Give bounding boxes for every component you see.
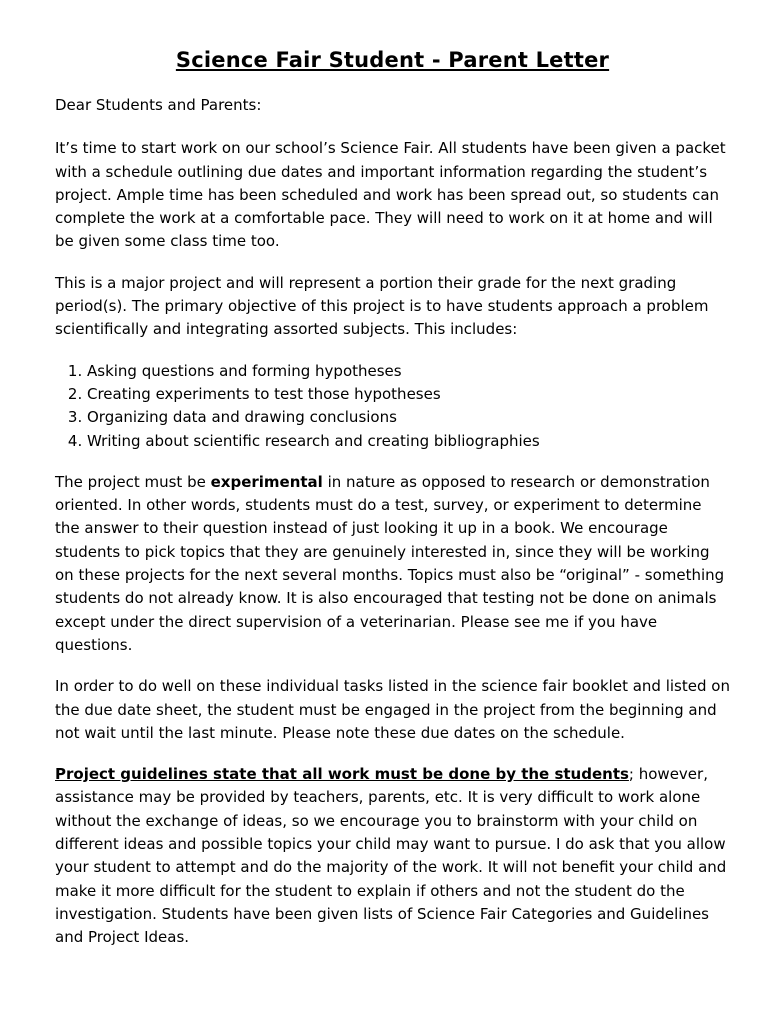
experimental-text-lead: The project must be: [55, 472, 211, 491]
paragraph-objective: This is a major project and will represent a portion their grade for the next grading period(s). The primary objective of this project is to have students approach a problem scientifically and integrating assorted subjects. This includes:: [55, 273, 709, 339]
letter-title: Science Fair Student - Parent Letter: [175, 48, 610, 72]
paragraph-experimental: [55, 471, 730, 657]
list-item: 2. Creating experiments to test those hypotheses: [87, 383, 730, 406]
list-item: 1. Asking questions and forming hypotheses: [87, 360, 730, 383]
paragraph-guidelines: [55, 763, 730, 949]
objectives-list: [55, 360, 730, 453]
salutation: Dear Students and Parents:: [55, 96, 262, 114]
guidelines-emphasis: Project guidelines state that all work must be done by the students: [55, 765, 629, 784]
list-item: 4. Writing about scientific research and creating bibliographies: [87, 430, 730, 453]
list-item: 3. Organizing data and drawing conclusions: [87, 406, 730, 429]
paragraph-intro: It’s time to start work on our school’s Science Fair. All students have been given a packet with a schedule outlining due dates and important information regarding the student’s project. Ample time has been scheduled and work has been spread out, so students can complete the work at a comfortable pace. They will need to work on it at home and will be given some class time too.: [55, 139, 726, 251]
experimental-emphasis: experimental: [210, 472, 323, 491]
experimental-text-rest: in nature as opposed to research or demonstration oriented. In other words, students must do a test, survey, or experiment to determine the answer to their question instead of just looking it up in a book. We encourage students to pick topics that they are genuinely interested in, since they will be working on these projects for the next several months. Topics must also be “original” - something students do not already know. It is also encouraged that testing not be done on animals except under the direct supervision of a veterinarian. Please see me if you have questions.: [55, 472, 725, 654]
paragraph-engagement: In order to do well on these individual tasks listed in the science fair booklet and listed on the due date sheet, the student must be engaged in the project from the beginning and not wait until the last minute. Please note these due dates on the schedule.: [55, 677, 730, 742]
guidelines-text-rest: ; however, assistance may be provided by teachers, parents, etc. It is very difficult to work alone without the exchange of ideas, so we encourage you to brainstorm with your child on different ideas and possible topics your child may want to pursue. I do ask that you allow your student to attempt and do the majority of the work. It will not benefit your child and make it more difficult for the student to explain if others and not the student do the investigation. Students have been given lists of Science Fair Categories and Guidelines and Project Ideas.: [55, 765, 727, 947]
